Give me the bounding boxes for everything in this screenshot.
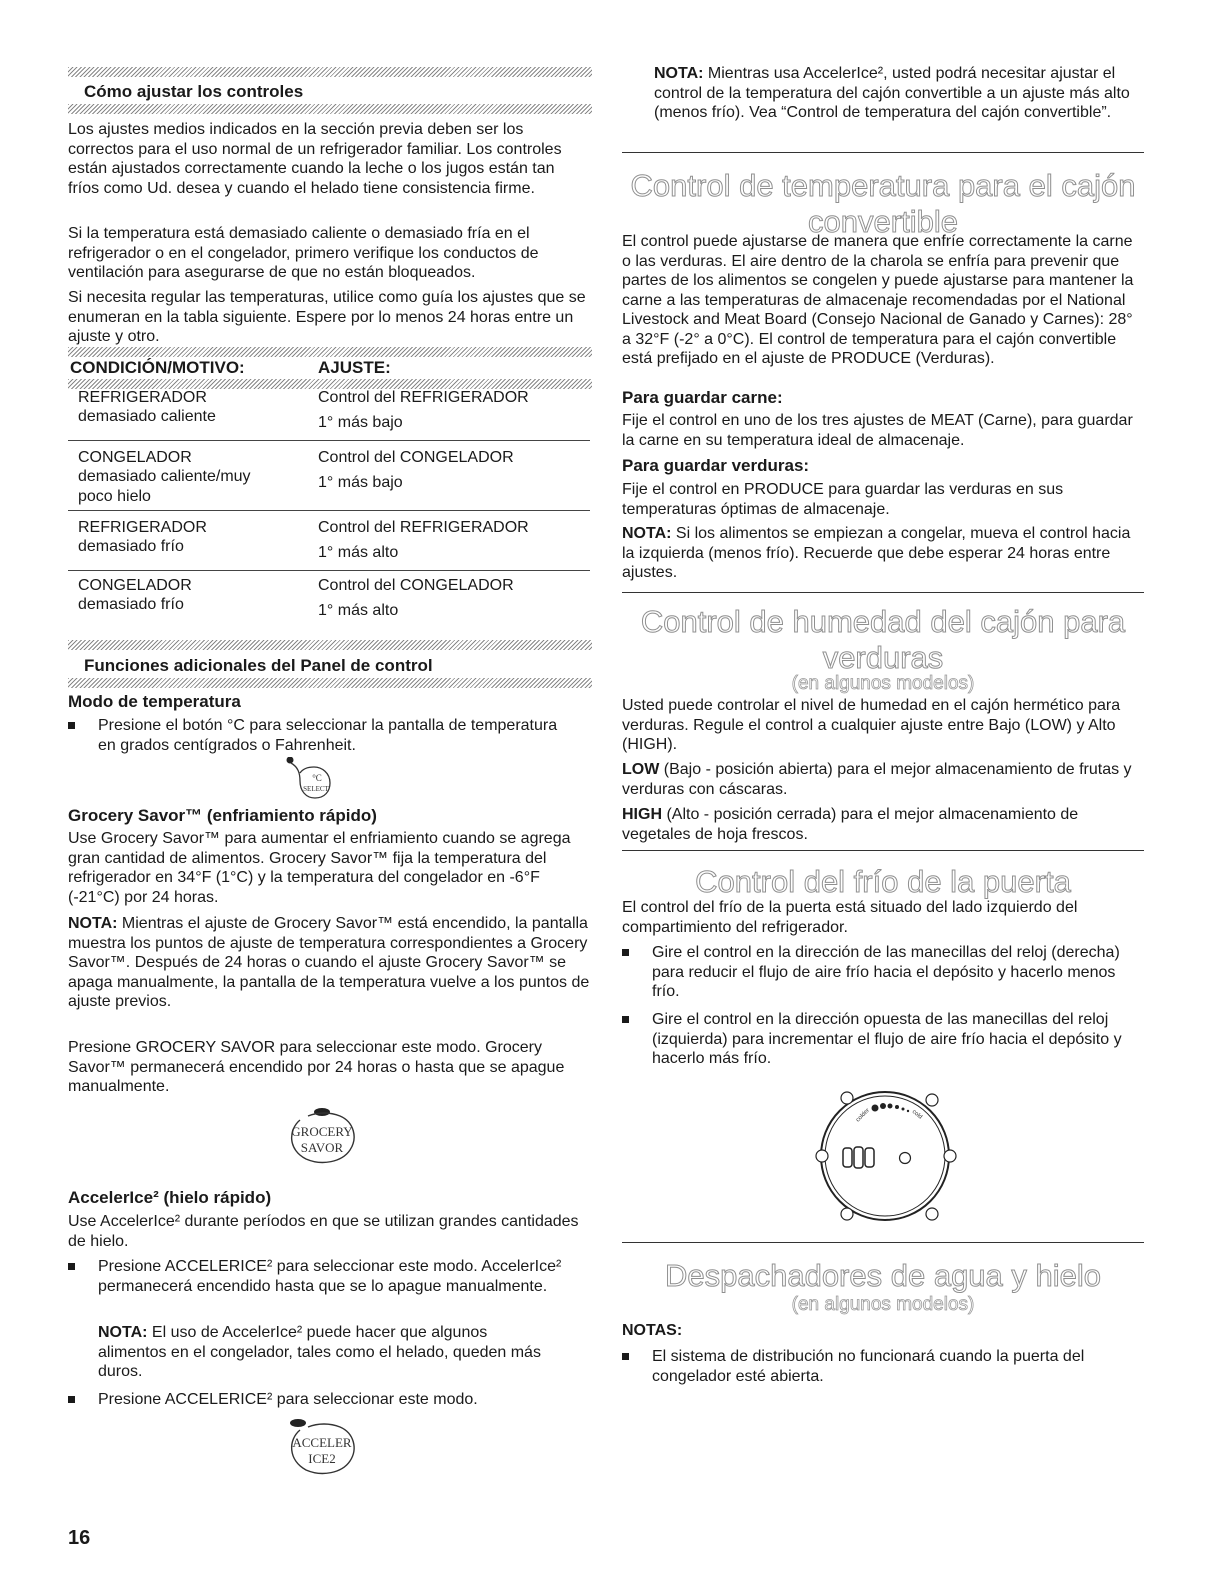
title-line-1: Control de humedad del cajón para — [640, 604, 1126, 639]
row-condition: CONGELADOR — [78, 449, 192, 466]
puerta-paragraph-1: El control del frío de la puerta está situado del lado izquierdo del compartimiento del refrigerador. — [622, 899, 1078, 936]
section-rule — [622, 592, 1144, 593]
accelerice-title: AccelerIce² (hielo rápido) — [68, 1188, 272, 1207]
grocery-label: GROCERY — [291, 1124, 353, 1139]
row-divider — [68, 570, 590, 571]
grocery-savor-paragraph-1: Use Grocery Savor™ para aumentar el enfriamiento cuando se agrega gran cantidad de alimentos. Grocery Savor™ fija la temperatura del refrigerador en 34°F (1°C) y la temperatura del congelador en -6°F (-21°C) por 24 horas. — [68, 830, 571, 906]
page-number: 16 — [68, 1527, 91, 1549]
table-top-divider — [68, 347, 592, 357]
title-line-2: convertible — [808, 204, 958, 239]
verduras-title: Para guardar verduras: — [622, 456, 810, 475]
como-paragraph-3: Si necesita regular las temperaturas, utilice como guía los ajustes que se enumeran en la tabla siguiente. Espere por lo menos 24 horas entre un ajuste y otro. — [68, 289, 586, 345]
high-label: HIGH — [622, 806, 662, 823]
carne-title: Para guardar carne: — [622, 388, 783, 407]
note-text: Si los alimentos se empiezan a congelar, mueva el control hacia la izquierda (menos frío). Recuerde que debe esperar 24 horas entre ajustes. — [622, 525, 1131, 581]
section-divider — [68, 104, 592, 114]
como-paragraph-2: Si la temperatura está demasiado caliente o demasiado fría en el refrigerador o en el congelador, primero verifique los conductos de ventilación para asegurarse de que no están bloqueados. — [68, 225, 539, 281]
note-label: NOTA: — [98, 1324, 148, 1341]
row-setting-detail: 1° más bajo — [318, 414, 403, 431]
despachadores-bullet-1: El sistema de distribución no funcionará cuando la puerta del congelador esté abierta. — [622, 1347, 1142, 1386]
puerta-bullet-1: Gire el control en la dirección de las manecillas del reloj (derecha) para reducir el flujo de aire frío hacia el depósito y hacerlo menos frío. — [622, 943, 1142, 1002]
note-text: El uso de AccelerIce² puede hacer que algunos alimentos en el congelador, tales como el helado, queden más duros. — [98, 1324, 541, 1380]
row-setting: Control del REFRIGERADOR — [318, 519, 529, 536]
row-setting: Control del CONGELADOR — [318, 449, 514, 466]
row-condition-detail: demasiado frío — [78, 538, 184, 555]
section-title-como: Cómo ajustar los controles — [84, 82, 304, 101]
humedad-subtitle: (en algunos modelos) — [791, 673, 975, 694]
puerta-bullet-2: Gire el control en la dirección opuesta de las manecillas del reloj (izquierda) para incrementar el flujo de aire frío hacia el depósito y hacerlo más frío. — [622, 1010, 1142, 1069]
accelerice-bullet-2: Presione ACCELERICE² para seleccionar este modo. — [68, 1390, 588, 1410]
colder-label: colder — [855, 1107, 871, 1124]
table-header-setting: AJUSTE: — [318, 358, 391, 377]
accelerice-paragraph-1: Use AccelerIce² durante períodos en que se utilizan grandes cantidades de hielo. — [68, 1213, 579, 1250]
row-condition-detail: demasiado caliente/muy poco hielo — [78, 468, 251, 505]
row-setting: Control del REFRIGERADOR — [318, 389, 529, 406]
row-condition-detail: demasiado frío — [78, 596, 184, 613]
accelerice-note — [98, 1323, 560, 1382]
section-divider — [68, 67, 592, 77]
row-condition: REFRIGERADOR — [78, 389, 207, 406]
table-header-condition: CONDICIÓN/MOTIVO: — [70, 358, 245, 377]
row-divider — [68, 440, 590, 441]
accelerice-drawer-note — [654, 64, 1144, 123]
row-setting-detail: 1° más bajo — [318, 474, 403, 491]
section-title-despachadores: Despachadores de agua y hielo — [664, 1258, 1102, 1293]
high-paragraph — [622, 805, 1144, 844]
humedad-paragraph-1: Usted puede controlar el nivel de humedad en el cajón hermético para verduras. Regule el control a cualquier ajuste entre Bajo (LOW) y Alto (HIGH). — [622, 697, 1121, 753]
celsius-label: °C — [312, 773, 322, 783]
select-label: SELECT — [303, 785, 329, 793]
acceler-label: ACCELER — [292, 1435, 352, 1450]
modo-bullet: Presione el botón °C para seleccionar la pantalla de temperatura en grados centígrados o Fahrenheit. — [68, 716, 558, 755]
ice2-label: ICE2 — [308, 1451, 336, 1466]
note-label: NOTA: — [654, 65, 704, 82]
section-rule — [622, 1242, 1144, 1243]
savor-label: SAVOR — [300, 1140, 344, 1155]
row-setting-detail: 1° más alto — [318, 544, 399, 561]
low-paragraph — [622, 760, 1144, 799]
grocery-savor-title: Grocery Savor™ (enfriamiento rápido) — [68, 806, 377, 825]
row-setting: Control del CONGELADOR — [318, 577, 514, 594]
accelerice-button-icon — [278, 1416, 364, 1478]
carne-paragraph: Fije el control en uno de los tres ajustes de MEAT (Carne), para guardar la carne en su temperatura ideal de almacenaje. — [622, 412, 1133, 449]
high-text: (Alto - posición cerrada) para el mejor almacenamiento de vegetales de hoja frescos. — [622, 806, 1079, 843]
grocery-savor-note — [68, 914, 590, 1012]
section-title-puerta: Control del frío de la puerta — [695, 864, 1071, 899]
section-title-funciones: Funciones adicionales del Panel de control — [84, 656, 433, 675]
section-rule — [622, 152, 1144, 153]
section-title-humedad — [622, 604, 1144, 676]
row-setting-detail: 1° más alto — [318, 602, 399, 619]
verduras-paragraph: Fije el control en PRODUCE para guardar las verduras en sus temperaturas óptimas de almacenaje. — [622, 481, 1064, 518]
note-text: Mientras el ajuste de Grocery Savor™ está encendido, la pantalla muestra los puntos de ajuste de temperatura correspondientes a Grocery Savor™. Después de 24 horas o cuando el ajuste Grocery Savor™ se apaga manualmente, la pantalla de la temperatura vuelve a los puntos de ajuste previos. — [68, 915, 590, 1010]
door-cold-control-dial-icon — [810, 1078, 960, 1228]
convertible-note — [622, 524, 1144, 583]
celsius-select-button-icon — [286, 757, 346, 803]
despachadores-subtitle: (en algunos modelos) — [791, 1294, 975, 1315]
modo-title: Modo de temperatura — [68, 692, 241, 711]
grocery-savor-paragraph-3: Presione GROCERY SAVOR para seleccionar este modo. Grocery Savor™ permanecerá encendido por 24 horas o hasta que se apague manualmente. — [68, 1039, 565, 1095]
section-title-convertible — [622, 168, 1144, 240]
title-line-1: Control de temperatura para el cajón — [630, 168, 1136, 203]
note-label: NOTA: — [622, 525, 672, 542]
low-label: LOW — [622, 761, 660, 778]
row-divider — [68, 510, 590, 511]
grocery-savor-button-icon — [278, 1106, 364, 1166]
section-divider — [68, 678, 592, 688]
como-paragraph-1: Los ajustes medios indicados en la sección previa deben ser los correctos para el uso normal de un refrigerador familiar. Los controles están ajustados correctamente cuando la leche o los jugos están tan fríos como Ud. desea y cuando el helado tiene consistencia firme. — [68, 121, 562, 197]
accelerice-bullet-1: Presione ACCELERICE² para seleccionar este modo. AccelerIce² permanecerá encendido hasta que se lo apague manualmente. — [68, 1257, 588, 1296]
section-rule — [622, 850, 1144, 851]
notas-label: NOTAS: — [622, 1322, 683, 1339]
title-line-2: verduras — [822, 640, 944, 675]
low-text: (Bajo - posición abierta) para el mejor almacenamiento de frutas y verduras con cáscaras. — [622, 761, 1132, 798]
note-text: Mientras usa AccelerIce², usted podrá necesitar ajustar el control de la temperatura del cajón convertible a un ajuste más alto (menos frío). Vea “Control de temperatura del cajón convertible”. — [654, 65, 1130, 121]
convertible-paragraph-1: El control puede ajustarse de manera que enfríe correctamente la carne o las verduras. El aire dentro de la charola se enfría para prevenir que partes de los alimentos se congelen y puede ajustarse para mantener la carne a las temperaturas de almacenaje recomendadas por el National Livestock and Meat Board (Consejo Nacional de Ganado y Carnes): 28° a 32°F (-2° a 0°C). El control de temperatura para el cajón convertible está prefijado en el ajuste de PRODUCE (Verduras). — [622, 233, 1134, 367]
section-divider — [68, 640, 592, 650]
row-condition-detail: demasiado caliente — [78, 408, 216, 425]
cold-label: cold — [910, 1108, 924, 1121]
row-condition: REFRIGERADOR — [78, 519, 207, 536]
note-label: NOTA: — [68, 915, 118, 932]
row-condition: CONGELADOR — [78, 577, 192, 594]
